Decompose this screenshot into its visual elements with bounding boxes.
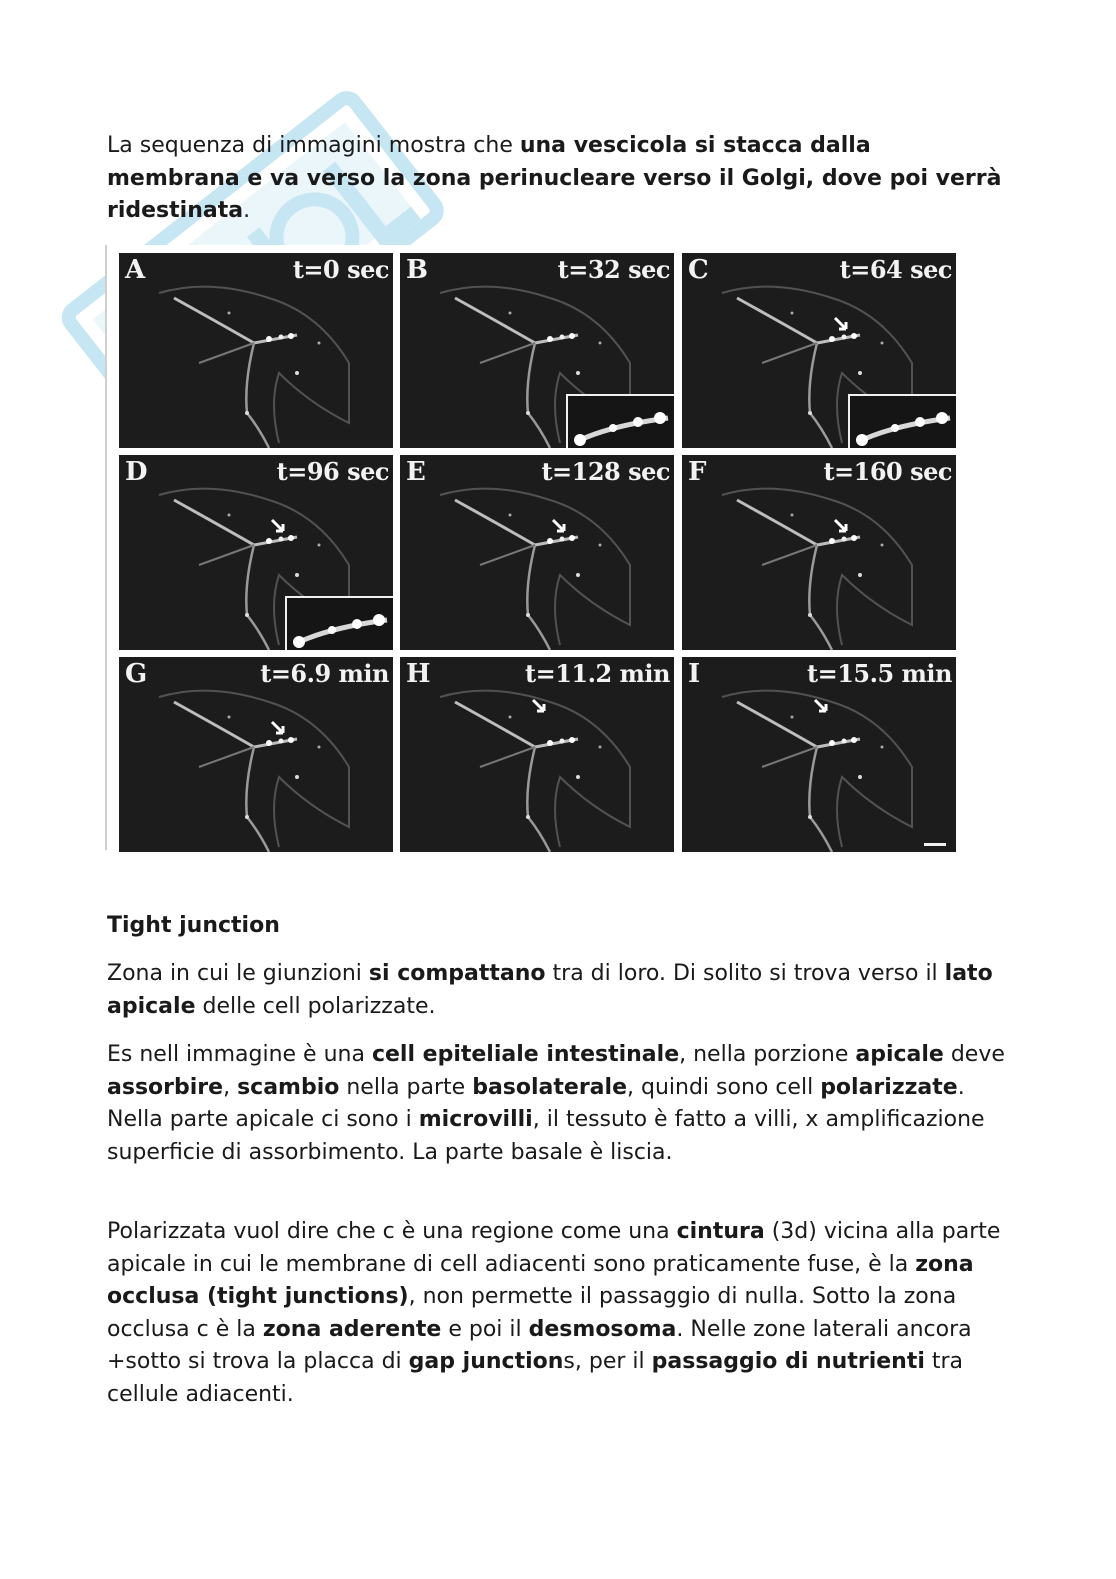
microscopy-panel-d [119,455,393,650]
p3-bold-2: zona occlusa (tight junctions) [107,1251,974,1309]
intro-text-2: . [243,198,251,223]
microscopy-panel-f [682,455,956,650]
panel-letter: E [406,457,426,487]
p2-bold-3: assorbire [107,1074,224,1100]
panel-letter: H [406,659,431,689]
microscopy-panel-e [400,455,674,650]
microscopy-figure [105,245,963,850]
zoom-inset [848,394,956,448]
panel-timestamp: t=6.9 min [260,659,389,688]
intro-text-1: La sequenza di immagini mostra che [107,133,520,158]
panel-letter: A [125,255,146,285]
p2-bold-7: microvilli [418,1107,533,1132]
p3-text-1: Polarizzata vuol dire che c è una regione come una [107,1219,677,1244]
p2-bold-6: polarizzate [820,1074,958,1100]
p3-text-4: e poi il [441,1316,529,1342]
p2-text-1: Es nell immagine è una [107,1042,372,1067]
p1-bold-2: lato apicale [107,961,993,1019]
panel-timestamp: t=0 sec [292,255,389,284]
p2-text-7: . Nella parte apicale ci sono i [107,1074,965,1132]
p3-text-5: . Nelle zone laterali ancora +sotto si trova la placca di [107,1316,972,1374]
section-heading: Tight junction [107,913,280,938]
zoom-inset [285,596,393,650]
p2-text-8: , il tessuto è fatto a villi, x amplificazione superficie di assorbimento. La parte basale è liscia. [107,1107,985,1165]
paragraph-1 [107,958,1007,1023]
panel-timestamp: t=128 sec [541,457,670,486]
p2-text-2: , nella porzione [679,1042,856,1067]
panel-timestamp: t=15.5 min [807,659,952,688]
panel-letter: G [125,659,148,689]
panel-letter: D [125,457,148,487]
p3-bold-4: desmosoma [528,1316,677,1342]
microscopy-panel-h [400,657,674,852]
panel-timestamp: t=64 sec [839,255,952,284]
p2-bold-1: cell epiteliale intestinale [371,1042,680,1067]
p3-bold-3: zona aderente [262,1316,442,1342]
intro-bold-1: una vescicola si stacca dalla membrana e va verso la zona perinucleare verso il Golgi, dove poi verrà ridestinata [107,133,1002,223]
paragraph-2 [107,1039,1007,1169]
microscopy-panel-c [682,253,956,448]
panel-letter: F [688,457,707,487]
vesicle-arrow-icon [530,697,550,717]
vesicle-arrow-icon [832,517,852,537]
vesicle-arrow-icon [269,517,289,537]
p3-bold-6: passaggio di nutrienti [651,1349,925,1374]
vesicle-arrow-icon [269,719,289,739]
p1-text-3: delle cell polarizzate. [195,993,436,1019]
vesicle-arrow-icon [550,517,570,537]
microscopy-panel-b [400,253,674,448]
p2-text-4: , [223,1074,238,1100]
p3-bold-5: gap junction [408,1349,564,1374]
p3-text-7: tra cellule adiacenti. [107,1349,964,1407]
vesicle-arrow-icon [812,697,832,717]
p3-text-6: s, per il [563,1349,652,1374]
zoom-inset [566,394,674,448]
p2-text-6: , quindi sono cell [627,1074,821,1100]
vesicle-arrow-icon [832,315,852,335]
p2-text-5: nella parte [339,1074,473,1100]
p2-text-3: deve [943,1042,1005,1067]
panel-timestamp: t=11.2 min [525,659,670,688]
p1-bold-1: si compattano [368,961,546,986]
intro-paragraph [107,130,1007,228]
p1-text-2: tra di loro. Di solito si trova verso il [545,961,945,986]
p1-text-1: Zona in cui le giunzioni [107,961,369,986]
p2-bold-4: scambio [237,1074,340,1100]
panel-letter: C [688,255,709,285]
microscopy-panel-i [682,657,956,852]
p3-bold-1: cintura [676,1219,765,1244]
p2-bold-5: basolaterale [472,1074,627,1100]
panel-timestamp: t=160 sec [823,457,952,486]
panel-letter: B [406,255,428,285]
microscopy-panel-a [119,253,393,448]
microscopy-panel-g [119,657,393,852]
scale-bar [924,843,946,846]
p3-text-3: , non permette il passaggio di nulla. Sotto la zona occlusa c è la [107,1284,957,1342]
p2-bold-2: apicale [855,1042,944,1067]
panel-letter: I [688,659,701,689]
p3-text-2: (3d) vicina alla parte apicale in cui le membrane di cell adiacenti sono praticamente fuse, è la [107,1219,1001,1277]
panel-timestamp: t=32 sec [557,255,670,284]
panel-timestamp: t=96 sec [276,457,389,486]
paragraph-3 [107,1216,1007,1411]
